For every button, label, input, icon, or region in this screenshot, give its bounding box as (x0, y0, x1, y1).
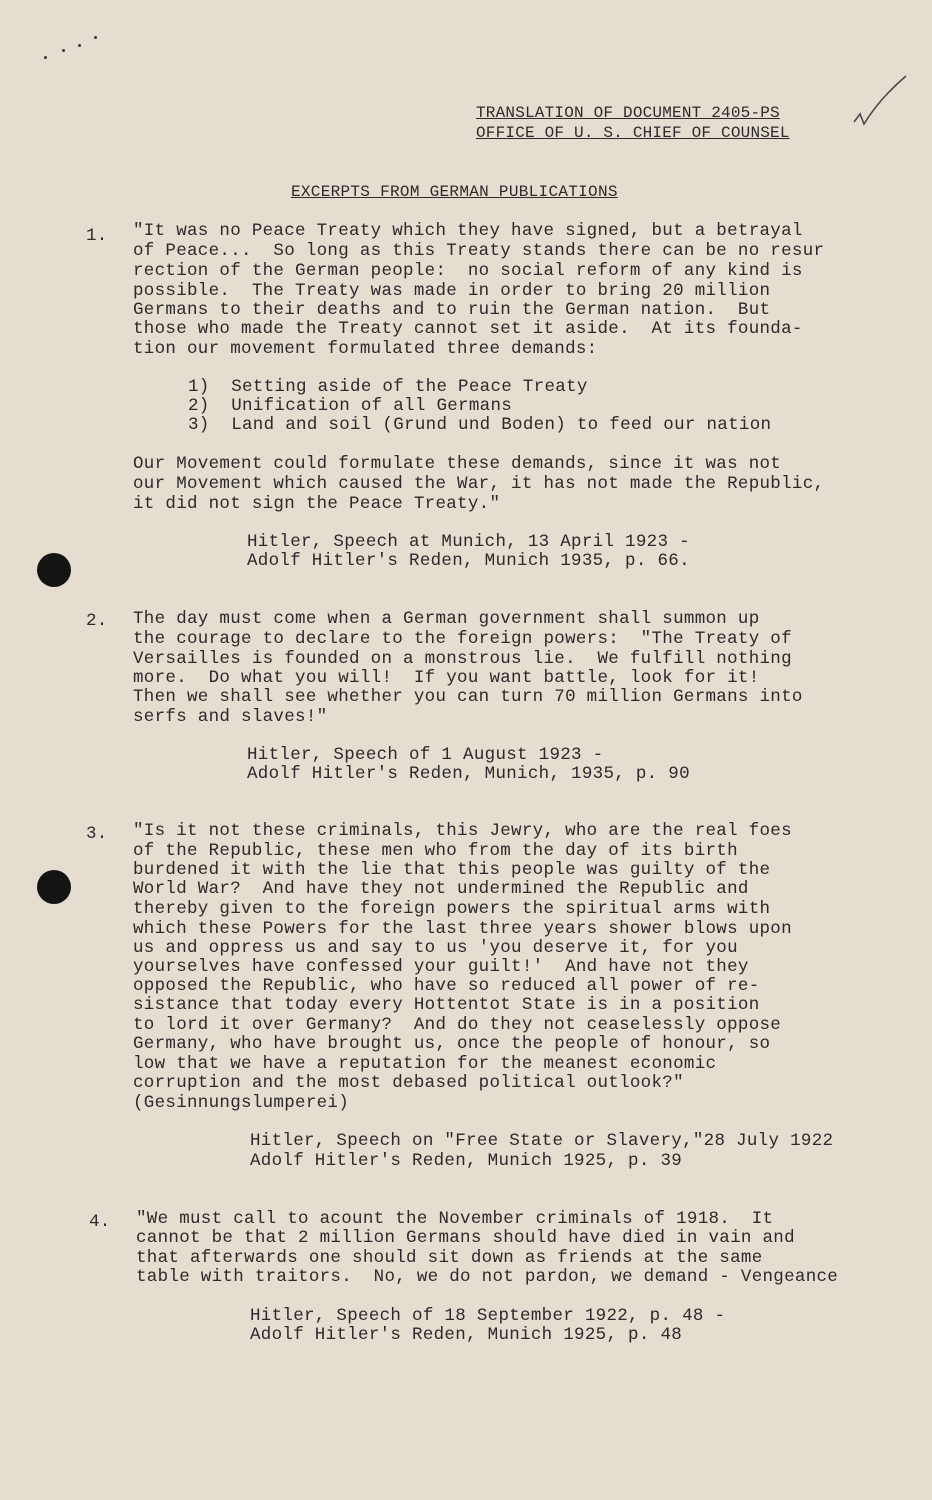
demand-item: 1) Setting aside of the Peace Treaty (188, 377, 588, 397)
source-citation: Adolf Hitler's Reden, Munich 1935, p. 66. (247, 551, 690, 571)
check-mark-icon (850, 70, 910, 130)
excerpt-line: Our Movement could formulate these demands, since it was not (133, 454, 782, 474)
excerpt-line: serfs and slaves!" (133, 707, 328, 727)
punch-hole (37, 553, 71, 587)
source-citation: Hitler, Speech at Munich, 13 April 1923 - (247, 532, 690, 552)
excerpt-line: the courage to declare to the foreign powers: "The Treaty of (133, 629, 792, 649)
source-citation: Adolf Hitler's Reden, Munich, 1935, p. 90 (247, 764, 690, 784)
excerpt-line: corruption and the most debased political outlook?" (133, 1073, 684, 1093)
excerpt-number: 4. (89, 1212, 111, 1232)
paper-speck (44, 56, 47, 59)
source-citation: Adolf Hitler's Reden, Munich 1925, p. 48 (250, 1325, 683, 1345)
demand-item: 2) Unification of all Germans (188, 396, 513, 416)
excerpt-number: 1. (86, 226, 108, 246)
excerpt-line: Versailles is founded on a monstrous lie. We fulfill nothing (133, 649, 792, 669)
excerpt-line: "Is it not these criminals, this Jewry, who are the real foes (133, 821, 792, 841)
excerpt-line: World War? And have they not undermined the Republic and (133, 879, 749, 899)
source-citation: Hitler, Speech of 1 August 1923 - (247, 745, 604, 765)
demand-item: 3) Land and soil (Grund und Boden) to feed our nation (188, 415, 772, 435)
excerpt-number: 3. (86, 824, 108, 844)
excerpt-line: "We must call to acount the November criminals of 1918. It (136, 1209, 774, 1229)
excerpt-line: opposed the Republic, who have so reduced all power of re- (133, 976, 760, 996)
document-translation-line: TRANSLATION OF DOCUMENT 2405-PS (476, 104, 780, 122)
excerpt-line: The day must come when a German government shall summon up (133, 609, 760, 629)
excerpt-line: cannot be that 2 million Germans should have died in vain and (136, 1228, 795, 1248)
source-citation: Hitler, Speech of 18 September 1922, p. 48 - (250, 1306, 726, 1326)
excerpt-line: "It was no Peace Treaty which they have signed, but a betrayal (133, 221, 803, 241)
excerpt-line: possible. The Treaty was made in order to bring 20 million (133, 281, 771, 301)
paper-speck (62, 49, 65, 52)
excerpt-line: table with traitors. No, we do not pardon, we demand - Vengeance (136, 1267, 839, 1287)
excerpt-line: sistance that today every Hottentot State is in a position (133, 995, 760, 1015)
office-line: OFFICE OF U. S. CHIEF OF COUNSEL (476, 124, 790, 142)
source-citation: Hitler, Speech on "Free State or Slavery,"28 July 1922 (250, 1131, 834, 1151)
excerpt-line: to lord it over Germany? And do they not ceaselessly oppose (133, 1015, 782, 1035)
punch-hole (37, 870, 71, 904)
excerpt-line: of the Republic, these men who from the day of its birth (133, 841, 738, 861)
excerpt-line: (Gesinnungslumperei) (133, 1093, 350, 1113)
excerpt-line: Germans to their deaths and to ruin the German nation. But (133, 300, 771, 320)
excerpt-line: us and oppress us and say to us 'you deserve it, for you (133, 938, 738, 958)
excerpt-line: of Peace... So long as this Treaty stands there can be no resur (133, 241, 825, 261)
excerpt-line: Then we shall see whether you can turn 70 million Germans into (133, 687, 803, 707)
excerpt-number: 2. (86, 611, 108, 631)
excerpt-line: those who made the Treaty cannot set it aside. At its founda- (133, 319, 803, 339)
excerpt-line: tion our movement formulated three demands: (133, 339, 598, 359)
excerpt-line: burdened it with the lie that this people was guilty of the (133, 860, 771, 880)
excerpt-line: rection of the German people: no social reform of any kind is (133, 261, 803, 281)
excerpt-line: thereby given to the foreign powers the spiritual arms with (133, 899, 771, 919)
paper-speck (78, 44, 81, 47)
excerpt-line: our Movement which caused the War, it has not made the Republic, (133, 474, 825, 494)
excerpt-line: more. Do what you will! If you want battle, look for it! (133, 668, 760, 688)
excerpt-line: low that we have a reputation for the meanest economic (133, 1054, 717, 1074)
excerpt-line: which these Powers for the last three years shower blows upon (133, 919, 792, 939)
excerpt-line: it did not sign the Peace Treaty." (133, 494, 501, 514)
source-citation: Adolf Hitler's Reden, Munich 1925, p. 39 (250, 1151, 683, 1171)
page-title: EXCERPTS FROM GERMAN PUBLICATIONS (291, 183, 618, 201)
excerpt-line: yourselves have confessed your guilt!' And have not they (133, 957, 749, 977)
excerpt-line: Germany, who have brought us, once the people of honour, so (133, 1034, 771, 1054)
paper-speck (94, 36, 97, 39)
excerpt-line: that afterwards one should sit down as friends at the same (136, 1248, 763, 1268)
